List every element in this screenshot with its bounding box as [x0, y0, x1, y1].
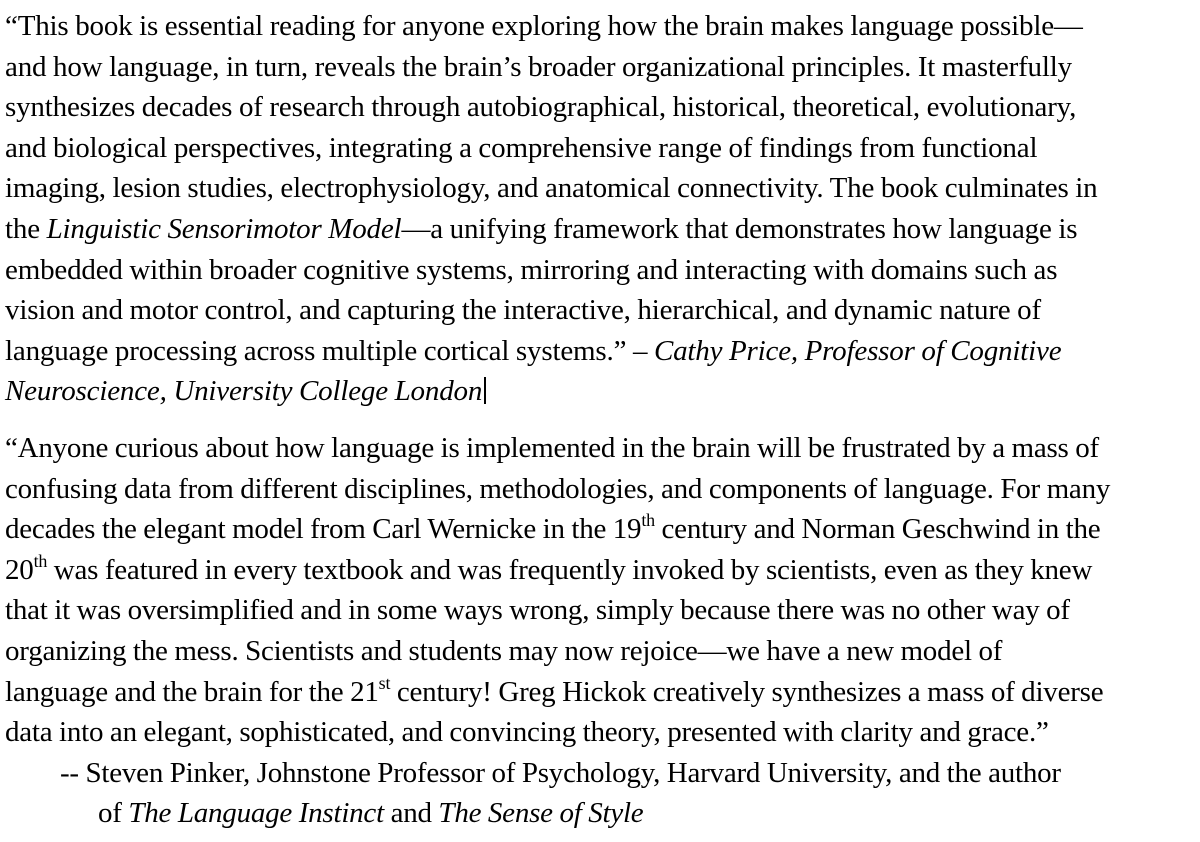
- text-line: synthesizes decades of research through autobiographical, historical, theoretical, evolutionary,: [5, 91, 1077, 124]
- document-body: [5, 6, 1197, 834]
- text-line: vision and motor control, and capturing the interactive, hierarchical, and dynamic nature of: [5, 294, 1041, 327]
- attribution-line: [5, 793, 1197, 834]
- text-run: decades the elegant model from Carl Wernicke in the 19: [5, 513, 642, 546]
- ordinal-superscript: th: [641, 510, 655, 531]
- text-line: [5, 550, 1197, 591]
- text-line: [5, 371, 1197, 412]
- cathy-price-endorsement: [5, 6, 1197, 412]
- text-line: confusing data from different disciplines, methodologies, and components of language. For many: [5, 472, 1111, 505]
- model-name-italic: Linguistic Sensorimotor Model: [46, 212, 402, 245]
- attribution-italic: Neuroscience, University College London: [5, 375, 483, 408]
- text-line: [5, 209, 1197, 250]
- attribution-line: -- Steven Pinker, Johnstone Professor of Psychology, Harvard University, and the author: [60, 756, 1061, 789]
- text-line: organizing the mess. Scientists and students may now rejoice—we have a new model of: [5, 634, 1003, 667]
- text-line: and how language, in turn, reveals the brain’s broader organizational principles. It masterfully: [5, 50, 1072, 83]
- text-run: the: [5, 212, 47, 245]
- text-run: language and the brain for the 21: [5, 675, 379, 708]
- text-line: “Anyone curious about how language is implemented in the brain will be frustrated by a mass of: [5, 431, 1099, 464]
- text-line: and biological perspectives, integrating a comprehensive range of findings from functional: [5, 131, 1038, 164]
- text-run: was featured in every textbook and was frequently invoked by scientists, even as they knew: [47, 553, 1093, 586]
- text-line: embedded within broader cognitive systems, mirroring and interacting with domains such as: [5, 253, 1058, 286]
- attribution-italic: Cathy Price, Professor of Cognitive: [653, 334, 1062, 367]
- text-run: and: [383, 797, 439, 830]
- ordinal-superscript: st: [378, 672, 391, 693]
- text-line: data into an elegant, sophisticated, and convincing theory, presented with clarity and grace.”: [5, 716, 1049, 749]
- text-run: language processing across multiple cortical systems.” –: [5, 334, 654, 367]
- text-run: —a unifying framework that demonstrates how language is: [401, 212, 1078, 245]
- text-line: imaging, lesion studies, electrophysiology, and anatomical connectivity. The book culminates in: [5, 172, 1098, 205]
- text-line: “This book is essential reading for anyone exploring how the brain makes language possible—: [5, 10, 1083, 42]
- book-title-italic: The Language Instinct: [128, 797, 384, 830]
- text-run: century and Norman Geschwind in the: [654, 513, 1101, 546]
- book-title-italic: The Sense of Style: [438, 797, 644, 830]
- steven-pinker-endorsement: [5, 428, 1197, 834]
- text-run: 20: [5, 553, 34, 586]
- text-line: [5, 509, 1197, 550]
- text-line: that it was oversimplified and in some ways wrong, simply because there was no other way of: [5, 594, 1070, 627]
- text-line: [5, 331, 1197, 372]
- text-cursor: [484, 377, 486, 404]
- text-run: century! Greg Hickok creatively synthesizes a mass of diverse: [390, 675, 1104, 708]
- text-run: of: [98, 797, 129, 830]
- text-line: [5, 672, 1197, 713]
- ordinal-superscript: th: [33, 551, 48, 572]
